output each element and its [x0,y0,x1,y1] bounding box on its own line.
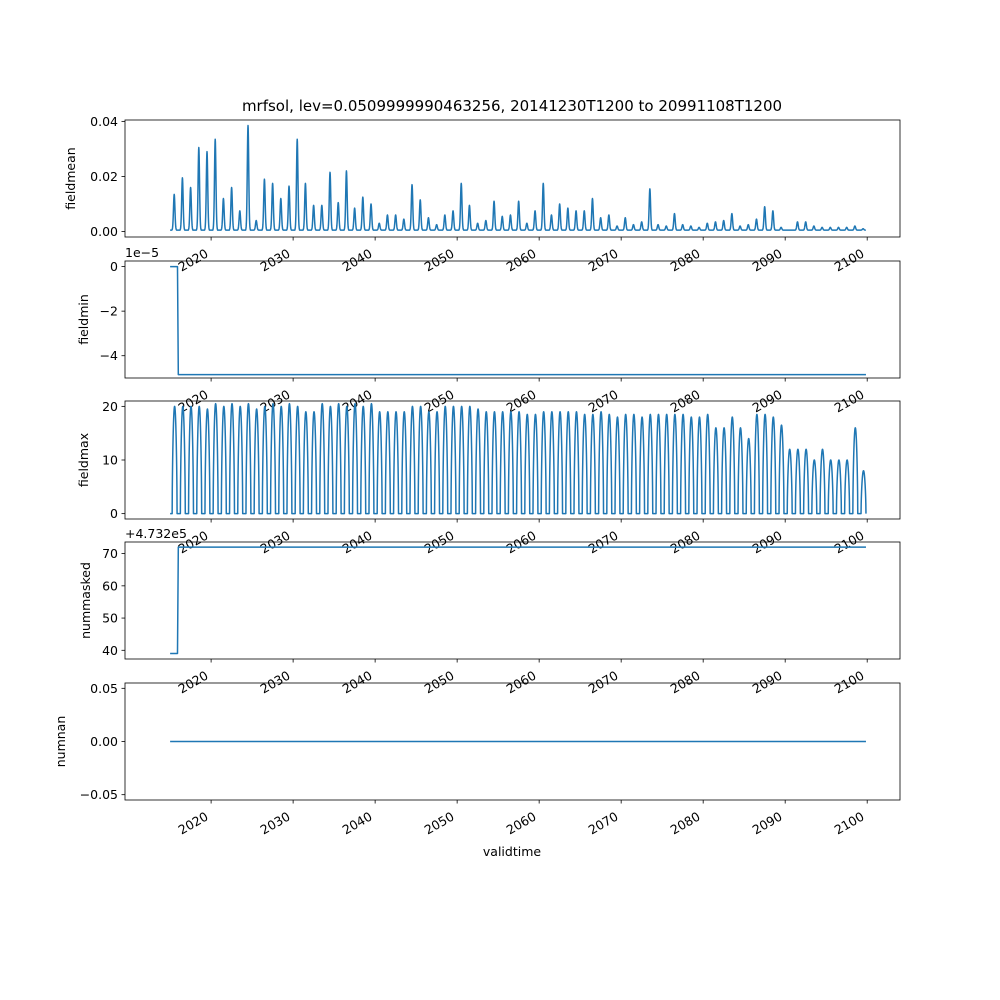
x-tick-label: 2020 [175,245,211,275]
y-tick-label: 70 [102,546,118,562]
y-tick-label: 50 [102,610,118,626]
x-tick-label: 2050 [421,667,457,697]
x-tick-label: 2060 [503,527,539,557]
x-tick-label: 2030 [257,808,293,838]
axis-offset-label: +4.732e5 [125,526,187,541]
x-tick-label: 2080 [667,667,703,697]
y-tick-label: −4 [99,348,118,364]
y-tick-label: −2 [99,303,118,319]
y-tick-label: 10 [102,452,118,468]
x-tick-label: 2020 [175,386,211,416]
x-tick-label: 2040 [339,386,375,416]
y-axis-label: fieldmean [63,147,78,210]
y-axis-label: fieldmax [76,432,91,488]
y-tick-label: 0 [110,259,118,275]
x-tick-label: 2090 [749,667,785,697]
y-tick-label: 0 [110,506,118,522]
x-tick-label: 2060 [503,808,539,838]
x-tick-label: 2070 [585,808,621,838]
x-tick-label: 2060 [503,667,539,697]
x-tick-label: 2040 [339,245,375,275]
y-tick-label: 0.00 [90,223,118,239]
x-tick-label: 2100 [831,245,867,275]
y-tick-label: 0.02 [90,168,118,184]
x-axis-label: validtime [482,844,542,859]
x-tick-label: 2100 [831,808,867,838]
x-tick-label: 2040 [339,527,375,557]
x-tick-label: 2080 [667,527,703,557]
x-tick-label: 2020 [175,527,211,557]
x-tick-label: 2040 [339,808,375,838]
x-tick-label: 2060 [503,386,539,416]
x-tick-label: 2070 [585,386,621,416]
y-axis-label: fieldmin [76,294,91,345]
x-tick-label: 2050 [421,386,457,416]
x-tick-label: 2080 [667,808,703,838]
x-tick-label: 2100 [831,667,867,697]
x-tick-label: 2030 [257,386,293,416]
y-axis-label: nummasked [78,562,93,639]
x-tick-label: 2020 [175,808,211,838]
axis-offset-label: 1e−5 [125,245,160,260]
x-tick-label: 2020 [175,667,211,697]
y-tick-label: 40 [102,642,118,658]
y-tick-label: 0.05 [90,680,118,696]
y-tick-label: 60 [102,578,118,594]
x-tick-label: 2080 [667,245,703,275]
x-tick-label: 2050 [421,527,457,557]
x-tick-label: 2050 [421,808,457,838]
x-tick-label: 2050 [421,245,457,275]
x-tick-label: 2030 [257,245,293,275]
x-tick-label: 2100 [831,386,867,416]
y-tick-label: 0.00 [90,734,118,749]
x-tick-label: 2040 [339,667,375,697]
x-tick-label: 2070 [585,527,621,557]
x-tick-label: 2100 [831,527,867,557]
y-tick-label: 20 [102,398,118,414]
x-tick-label: 2030 [257,667,293,697]
figure-title: mrfsol, lev=0.0509999990463256, 20141230T1200 to 20991108T1200 [241,97,783,115]
x-tick-label: 2090 [749,245,785,275]
x-tick-label: 2090 [749,386,785,416]
x-tick-label: 2030 [257,527,293,557]
x-tick-label: 2070 [585,245,621,275]
y-tick-label: −0.05 [79,787,118,803]
y-tick-label: 0.04 [90,113,118,129]
x-tick-label: 2090 [749,808,785,838]
x-tick-label: 2060 [503,245,539,275]
y-axis-label: numnan [53,715,68,768]
x-tick-label: 2080 [667,386,703,416]
x-tick-label: 2090 [749,527,785,557]
x-tick-label: 2070 [585,667,621,697]
